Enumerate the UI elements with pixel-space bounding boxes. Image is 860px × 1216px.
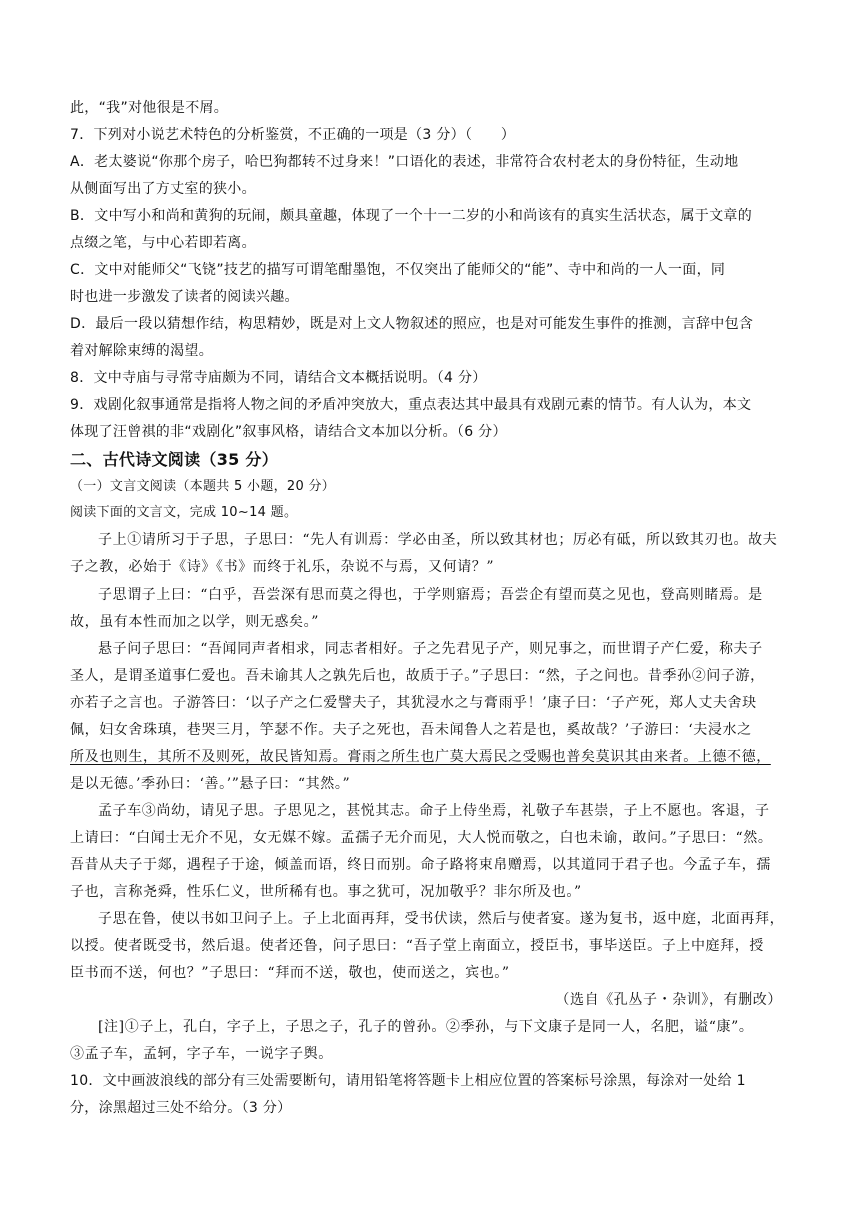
annotation-note: [注]①子上，孔白，字子上，子思之子，孔子的曾孙。②季孙，与下文康子是同一人，名肥，谥“康”。 <box>98 1019 754 1035</box>
option-a: A．老太婆说“你那个房子，哈巴狗都转不过身来！”口语化的表述，非常符合农村老太的身份特征，生动地 <box>70 154 739 170</box>
passage-line: 故，虽有本性而加之以学，则无惑矣。” <box>70 614 319 630</box>
text-line: 点缀之笔，与中心若即若离。 <box>70 235 256 251</box>
passage-line: 子思谓子上曰：“白乎，吾尝深有思而莫之得也，于学则寤焉；吾尝企有望而莫之见也，登高则睹焉。是 <box>98 587 763 603</box>
option-d: D．最后一段以猜想作结，构思精妙，既是对上文人物叙述的照应，也是对可能发生事件的推测，言辞中包含 <box>70 316 754 332</box>
passage-line: 以授。使者既受书，然后退。使者还鲁，问子思曰：“吾子堂上南面立，授臣书，事毕送臣。子上中庭拜，授 <box>70 938 764 954</box>
subsection-heading: （一）文言文阅读（本题共 5 小题，20 分） <box>70 479 336 494</box>
passage-line: 圣人，是谓圣道事仁爱也。吾未谕其人之孰先后也，故质于子。”子思曰：“然，子之问也。昔季孙②问子游， <box>70 668 765 684</box>
passage-line: 臣书而不送，何也？”子思曰：“拜而不送，敬也，使而送之，宾也。” <box>70 965 510 981</box>
question-9: 9．戏剧化叙事通常是指将人物之间的矛盾冲突放大，重点表达其中最具有戏剧元素的情节。有人认为，本文 <box>70 397 752 413</box>
passage-line: 子上①请所习于子思，子思曰：“先人有训焉：学必由圣，所以致其材也；厉必有砥，所以致其刃也。故夫 <box>98 532 778 548</box>
passage-line: 佩，妇女舍珠瑱，巷哭三月，竽瑟不作。夫子之死也，吾未闻鲁人之若是也，奚故哉？’子游曰：‘夫浸水之 <box>70 722 752 738</box>
source-citation: （选自《孔丛子・杂训》，有删改） <box>555 992 782 1008</box>
annotation-note: ③孟子车，孟轲，字子车，一说字子舆。 <box>70 1046 333 1062</box>
passage-line: 亦若子之言也。子游答曰：‘以子产之仁爱譬夫子，其犹浸水之与膏雨乎！’康子曰：‘子产死，郑人丈夫舍玦 <box>70 695 757 711</box>
passage-line: 子之教，必始于《诗》《书》而终于礼乐，杂说不与焉，又何请？” <box>70 559 495 575</box>
instruction: 阅读下面的文言文，完成 10~14 题。 <box>70 505 298 520</box>
passage-line: 悬子问子思曰：“吾闻同声者相求，同志者相好。子之先君见子产，则兄事之，而世谓子产仁爱，称夫子 <box>98 641 763 657</box>
passage-line: 子也，言称尧舜，性乐仁义，世所稀有也。事之犹可，况加敬乎？非尔所及也。” <box>70 884 582 900</box>
question-10: 10．文中画波浪线的部分有三处需要断句，请用铅笔将答题卡上相应位置的答案标号涂黑，每涂对一处给 1 <box>70 1073 746 1089</box>
text-line: 从侧面写出了方丈室的狭小。 <box>70 181 256 197</box>
option-b: B．文中写小和尚和黄狗的玩闹，颇具童趣，体现了一个十一二岁的小和尚该有的真实生活状态，属于文章的 <box>70 208 753 224</box>
text-line: 分，涂黑超过三处不给分。（3 分） <box>70 1100 292 1116</box>
passage-line: 子思在鲁，使以书如卫问子上。子上北面再拜，受书伏读，然后与使者宴。遂为复书，返中庭，北面再拜， <box>98 911 785 927</box>
text-line: 时也进一步激发了读者的阅读兴趣。 <box>70 289 299 305</box>
passage-line: 孟子车③尚幼，请见子思。子思见之，甚悦其志。命子上侍坐焉，礼敬子车甚崇，子上不愿也。客退，子 <box>98 803 770 819</box>
passage-line: 上请曰：“白闻士无介不见，女无媒不嫁。孟孺子无介而见，大人悦而敬之，白也未谕，敢问。”子思曰：“然。 <box>70 830 773 846</box>
question-8: 8．文中寺庙与寻常寺庙颇为不同，请结合文本概括说明。（4 分） <box>70 370 487 386</box>
passage-line: 吾昔从夫子于郯，遇程子于途，倾盖而语，终日而别。命子路将束帛赠焉，以其道同于君子也。今孟子车，孺 <box>70 857 771 873</box>
text-line: 着对解除束缚的渴望。 <box>70 343 213 359</box>
wavy-underlined-line: 所及也则生，其所不及则死，故民皆知焉。膏雨之所生也广莫大焉民之受赐也普矣莫识其由来者。上德不德， <box>70 749 771 765</box>
text-line: 体现了汪曾祺的非“戏剧化”叙事风格，请结合文本加以分析。（6 分） <box>70 424 507 440</box>
section-heading: 二、古代诗文阅读（35 分） <box>70 450 279 469</box>
question-7: 7．下列对小说艺术特色的分析鉴赏，不正确的一项是（3 分）（ ） <box>70 127 516 143</box>
text-line: 此，“我”对他很是不屑。 <box>70 100 229 116</box>
option-c: C．文中对能师父“飞铙”技艺的描写可谓笔酣墨饱，不仅突出了能师父的“能”、寺中和尚的一人一面，同 <box>70 262 726 278</box>
passage-line: 是以无德。’季孙曰：‘善。’”悬子曰：“其然。” <box>70 776 351 792</box>
